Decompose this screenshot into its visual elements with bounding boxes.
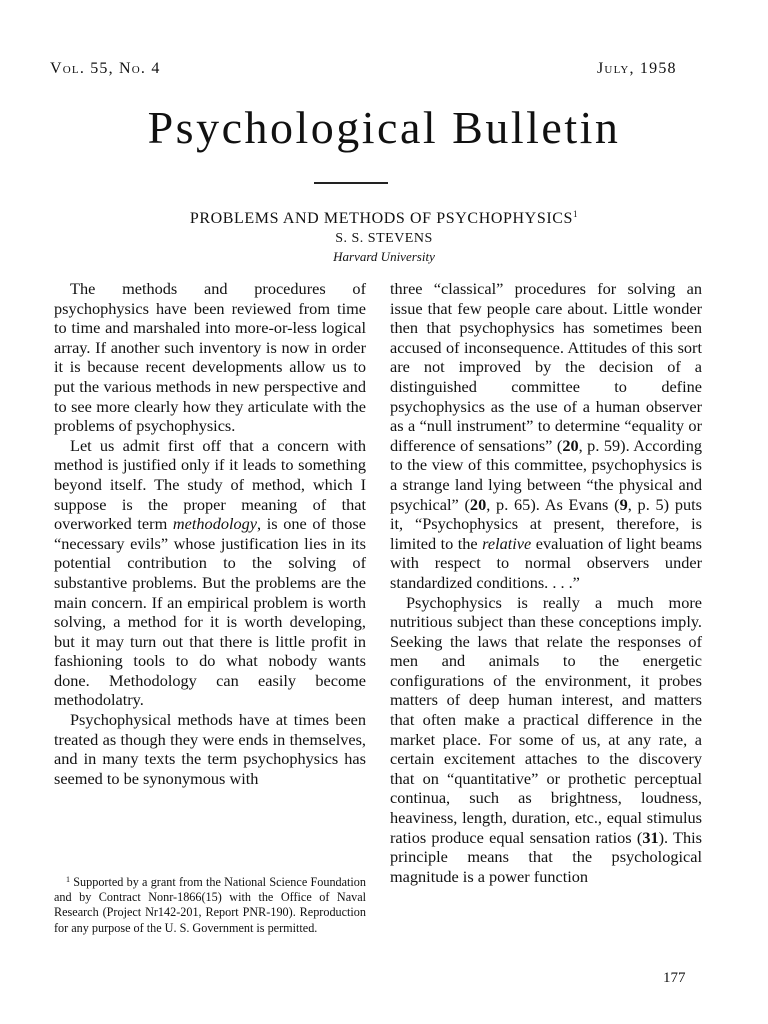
paragraph-3: Psychophysical methods have at times been treated as though they were ends in themselves, and in many texts the term psychophysics has seemed to be synonymous with — [54, 710, 366, 788]
volume-number: Vol. 55, No. 4 — [50, 60, 161, 77]
issue-date: July, 1958 — [597, 60, 677, 77]
paragraph-text: ). This principle means that the psychological magnitude is a power function — [390, 827, 703, 886]
paragraph-3-continued — [390, 279, 702, 593]
paragraph-2 — [54, 436, 366, 710]
article-title — [0, 204, 768, 229]
paragraph-2-text: Let us admit first off that a concern with method is justified only if it leads to something beyond itself. The study of method, which I suppose is the proper meaning of that overworked term — [54, 435, 366, 534]
paragraph-text: , p. 65). As Evans ( — [486, 494, 620, 514]
title-divider — [314, 182, 388, 184]
paragraph-text: , p. 59). According to the view of this committee, psychophysics is a strange land lying between “the physical and psychical” ( — [390, 435, 702, 514]
paragraph-text: three “classical” procedures for solving an issue that few people care about. Little wonder then that psychophysics has sometimes been accused of inconsequence. Attitudes of this sort are not improved by the decision of a distinguished committee to define psychophysics as the use of a human observer as a “null instrument” to determine “equality or difference of sensations” ( — [390, 279, 702, 455]
paragraph-text: Psychophysics is really a much more nutritious subject than these conceptions imply. Seeking the laws that relate the responses of men and animals to the energetic configurations of the environment, it probes matters of deep human interest, and matters that often make a practical difference in the market place. For some of us, at any rate, a certain excitement attaches to the discovery that on “quantitative” or prothetic perceptual continua, such as brightness, loudness, heaviness, length, duration, etc., equal stimulus ratios produce equal sensation ratios ( — [390, 592, 702, 847]
left-column — [54, 279, 366, 788]
page-number: 177 — [663, 970, 686, 986]
citation-ref: 31 — [642, 827, 659, 847]
author-affiliation: Harvard University — [333, 249, 435, 264]
citation-ref: 20 — [562, 435, 579, 455]
citation-ref: 9 — [619, 494, 628, 514]
paragraph-text: evaluation of light beams with respect to normal observers under standardized conditions. . . .” — [390, 533, 702, 592]
footnote-marker: 1 — [66, 875, 70, 884]
footnote-text — [54, 872, 366, 936]
author-name: S. S. STEVENS — [335, 231, 433, 246]
emphasis-relative: relative — [482, 533, 532, 553]
paragraph-2-text-continued: , is one of those “necessary evils” whose justification lies in its potential contribution to the solving of substantive problems. But the problems are the main concern. If an empirical problem is worth solving, a method for it is worth developing, but it may turn out that there is little profit in fashioning tools to do what nobody wants done. Methodology can easily become methodolatry. — [54, 514, 366, 710]
emphasis-methodology: methodology — [172, 514, 258, 534]
article-title-text: PROBLEMS AND METHODS OF PSYCHOPHYSICS — [189, 210, 574, 227]
right-column — [390, 279, 702, 886]
paragraph-1: The methods and procedures of psychophysics have been reviewed from time to time and marshaled into more-or-less logical array. If another such inventory is now in order it is because recent developments allow us to put the various methods in new perspective and to see more clearly how they articulate with the problems of psychophysics. — [54, 279, 366, 436]
title-footnote-marker: 1 — [573, 209, 579, 219]
footnote-body: Supported by a grant from the National Science Foundation and by Contract Nonr-1866(15) with the Office of Naval Research (Project Nr142-201, Report PNR-190). Reproduction for any purpose of the U. S. Government is permitted. — [54, 875, 366, 935]
paragraph-4 — [390, 593, 702, 887]
paragraph-text: , p. 5) puts it, “Psychophysics at present, therefore, is limited to the — [390, 494, 703, 553]
citation-ref: 20 — [469, 494, 487, 514]
footnote — [54, 872, 366, 936]
journal-title: Psychological Bulletin — [147, 102, 621, 153]
